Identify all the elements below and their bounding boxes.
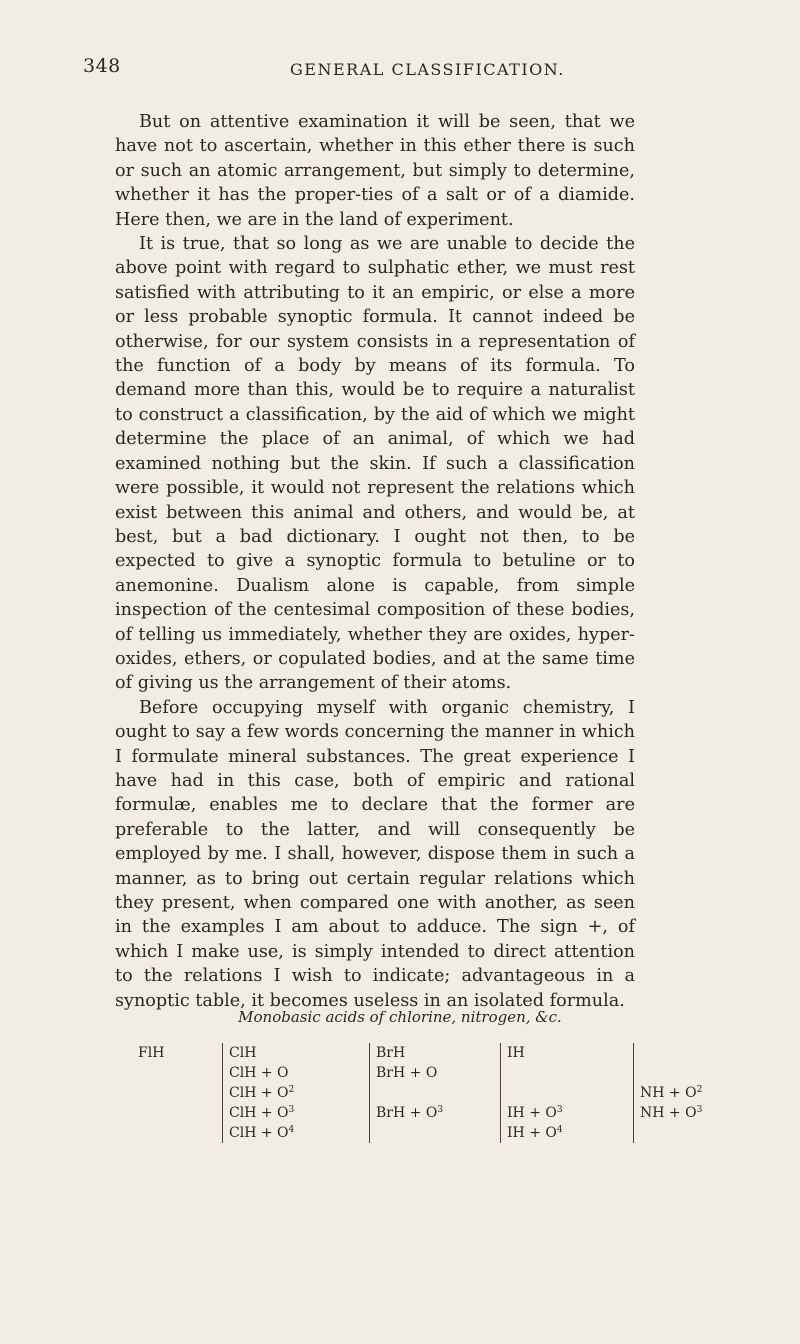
formula-cell: BrH + O [376, 1065, 438, 1081]
formula-cell: BrH + $O^3$ [376, 1105, 444, 1121]
running-title: GENERAL CLASSIFICATION. [290, 60, 565, 79]
formula-cell: IH + $O^4$ [507, 1125, 563, 1141]
formula-cell [376, 1123, 456, 1143]
formula-cell: ClH + $O^4$ [229, 1125, 295, 1141]
formula-cell: ClH + $O^3$ [229, 1105, 295, 1121]
table-column-bromine [369, 1043, 456, 1143]
formula-cell [640, 1123, 710, 1143]
body-text [115, 110, 635, 1013]
formula-cell [507, 1063, 587, 1083]
formula-cell [507, 1083, 587, 1103]
paragraph: Before occupying myself with organic chemistry, I ought to say a few words concerning the manner in which I formulate mineral substances. The great experience I have had in this case, both of empiric and rational formulæ, enables me to declare that the former are preferable to the latter, and will consequently be employed by me. I shall, however, dispose them in such a manner, as to bring out certain regular relations which they present, when compared one with another, as seen in the examples I am about to adduce. The sign +, of which I make use, is simply intended to direct attention to the relations I wish to indicate; advantageous in a synoptic table, it becomes useless in an isolated formula. [115, 697, 635, 1011]
table-column-nitrogen [633, 1043, 710, 1143]
formula-cell: NH + $O^3$ [640, 1105, 703, 1121]
table-column-iodine [500, 1043, 587, 1143]
table-row-label: FlH [138, 1045, 165, 1061]
formula-cell [640, 1043, 710, 1063]
formula-cell: ClH + $O^2$ [229, 1085, 295, 1101]
formula-cell [640, 1063, 710, 1083]
paragraph: It is true, that so long as we are unable to decide the above point with regard to sulphatic ether, we must rest satisfied with attributing to it an empiric, or else a more or less probable synoptic formula. It cannot indeed be otherwise, for our system consists in a representation of the function of a body by means of its formula. To demand more than this, would be to require a naturalist to construct a classification, by the aid of which we might determine the place of an animal, of which we had examined nothing but the skin. If such a classification were possible, it would not represent the relations which exist between this animal and others, and would be, at best, but a bad dictionary. I ought not then, to be expected to give a synoptic formula to betuline or to anemonine. Dualism alone is capable, from simple inspection of the centesimal composition of these bodies, of telling us immediately, whether they are oxides, hyper-oxides, ethers, or copulated bodies, and at the same time of giving us the arrangement of their atoms. [115, 234, 635, 694]
formula-cell: IH + $O^3$ [507, 1105, 563, 1121]
formula-cell: ClH [229, 1045, 257, 1061]
formula-cell: ClH + O [229, 1065, 289, 1081]
table-caption: Monobasic acids of chlorine, nitrogen, &c. [238, 1008, 562, 1026]
formula-cell: BrH [376, 1045, 406, 1061]
formula-cell [376, 1083, 456, 1103]
formula-cell: NH + $O^2$ [640, 1085, 703, 1101]
paragraph: But on attentive examination it will be seen, that we have not to ascertain, whether in this ether there is such or such an atomic arrangement, but simply to determine, whether it has the proper-ties of a salt or of a diamide. Here then, we are in the land of experiment. [115, 112, 635, 230]
page-number: 348 [83, 55, 121, 77]
table-column-chlorine [222, 1043, 309, 1143]
formula-cell: IH [507, 1045, 525, 1061]
